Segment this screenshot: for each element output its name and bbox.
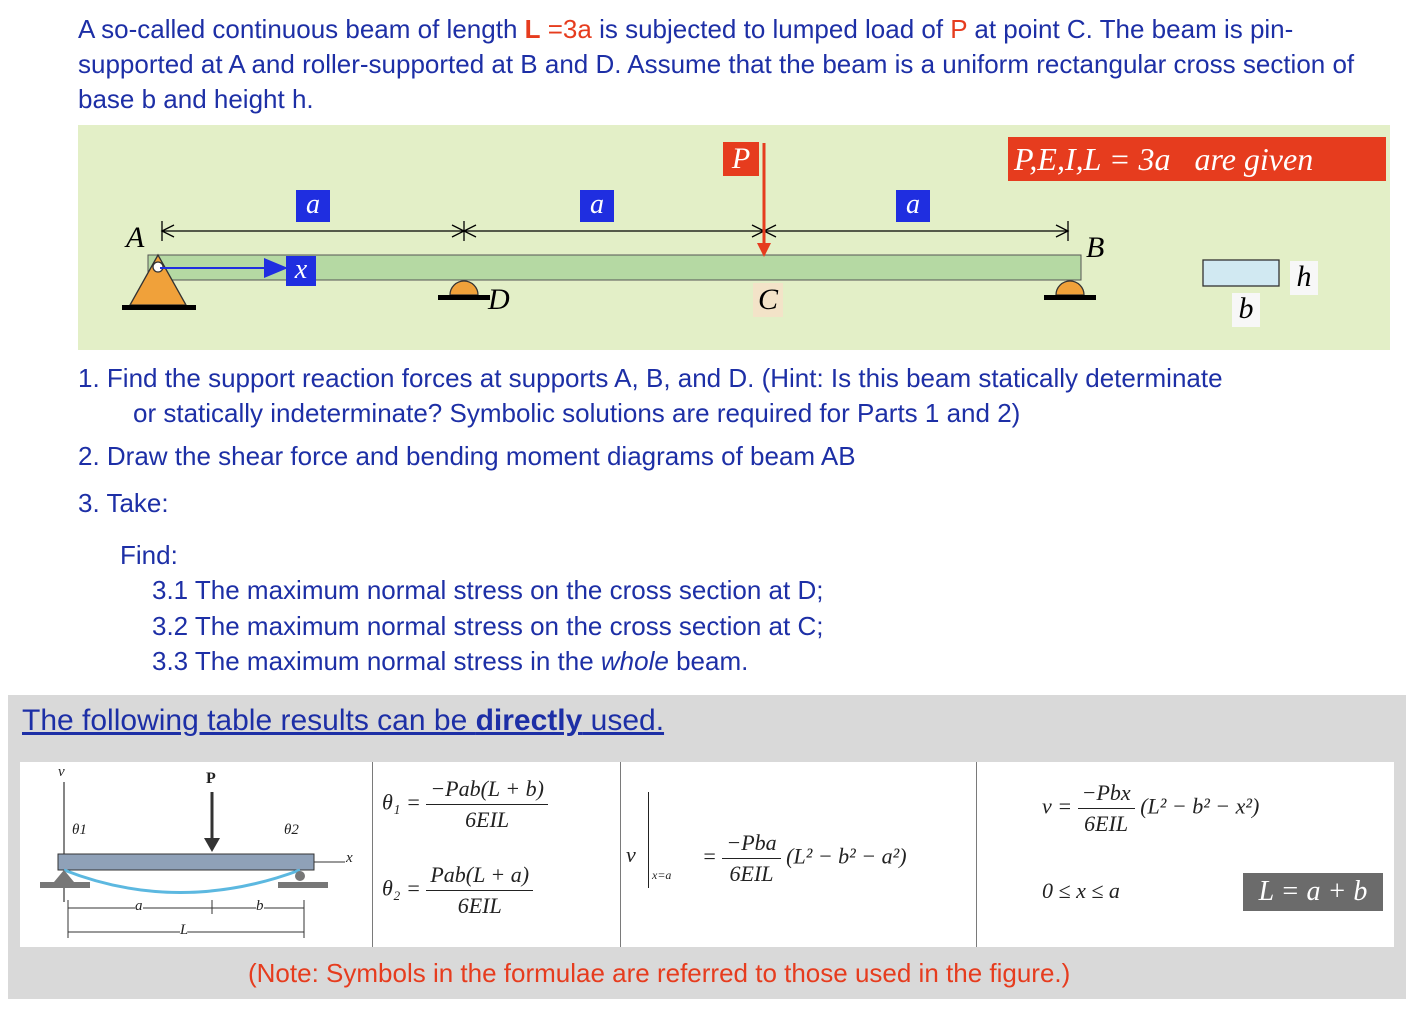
roller-support-d	[438, 281, 490, 300]
dim-label-1: a	[296, 190, 330, 222]
theta1-formula: θ₁ = $\frac{\text{−Pab(L + b)}}{\text{6EIL}}$	[382, 776, 548, 833]
label-x: x	[286, 256, 316, 286]
l-equals-box: L = a + b	[1242, 872, 1384, 912]
fig-v-label: v	[58, 764, 65, 780]
question-1-line1: 1. Find the support reaction forces at supports A, B, and D. (Hint: Is this beam statically determinate	[78, 363, 1223, 393]
vxa-formula: = $\frac{\text{−Pba}}{\text{6EIL}}$ (L² − b² − a²)	[702, 830, 907, 886]
given-box: P,E,I,L = 3a are given	[1008, 137, 1386, 181]
problem-statement: A so-called continuous beam of length L =3a is subjected to lumped load of P at point C. The beam is pin-supported at A and roller-supported at B and D. Assume that the beam is a uniform rectangular cross section of base b and height h.	[78, 14, 1355, 114]
question-1-line2: or statically indeterminate? Symbolic solutions are required for Parts 1 and 2)	[133, 398, 1021, 428]
theta2-formula: θ₂ = $\frac{\text{Pab(L + a)}}{\text{6EIL}}$	[382, 862, 533, 919]
fig-x-label: x	[346, 850, 353, 866]
load-label: P	[723, 142, 759, 176]
vxa-v: v	[626, 842, 636, 867]
fig-b-label: b	[256, 898, 264, 914]
label-base-b: b	[1232, 293, 1260, 327]
label-b: B	[1086, 231, 1105, 264]
label-a: A	[126, 221, 145, 254]
cross-section	[1203, 260, 1279, 286]
question-2: 2. Draw the shear force and bending moment diagrams of beam AB	[78, 441, 856, 471]
range-formula: 0 ≤ x ≤ a	[1042, 878, 1120, 903]
find-label: Find:	[120, 540, 178, 570]
table-note: (Note: Symbols in the formulae are referred to those used in the figure.)	[248, 958, 1071, 988]
dim-label-3: a	[896, 190, 930, 222]
table-beam-figure	[20, 762, 370, 947]
fig-a-label: a	[135, 898, 143, 914]
roller-support-b	[1044, 281, 1096, 300]
fig-theta1-label: θ1	[72, 822, 87, 838]
vxa-subscript: x=a	[652, 868, 672, 882]
v-formula: v = $\frac{\text{−Pbx}}{\text{6EIL}}$ (L² − b² − x²)	[1042, 780, 1260, 836]
label-d: D	[488, 283, 510, 316]
formula-table	[20, 762, 1394, 947]
table-heading: The following table results can be directly used.	[22, 704, 665, 737]
fig-l-label: L	[180, 922, 189, 938]
question-3-2: 3.2 The maximum normal stress on the cross section at C;	[152, 611, 824, 641]
question-3-1: 3.1 The maximum normal stress on the cross section at D;	[152, 575, 824, 605]
label-h: h	[1290, 261, 1318, 295]
dim-label-2: a	[580, 190, 614, 222]
question-3: 3. Take:	[78, 488, 169, 518]
fig-p-label: P	[206, 770, 216, 787]
beam-diagram	[78, 125, 1390, 350]
label-c: C	[753, 283, 783, 317]
question-3-3: 3.3 The maximum normal stress in the whole beam.	[152, 646, 749, 676]
fig-theta2-label: θ2	[284, 822, 299, 838]
